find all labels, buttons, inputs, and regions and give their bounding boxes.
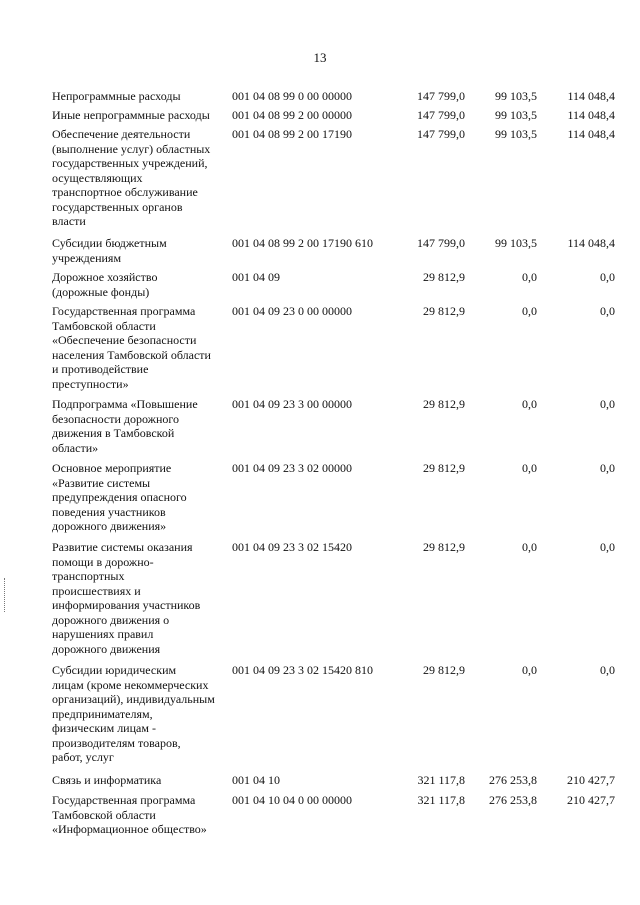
row-value-1: 147 799,0 xyxy=(417,236,465,250)
row-name: Государственная программа Тамбовской области «Информационное общество» xyxy=(52,793,207,836)
row-code: 001 04 08 99 2 00 17190 610 xyxy=(232,236,373,250)
row-name: Субсидии юридическим лицам (кроме некоммерческих организаций), индивидуальным предпринимателям, физическим лицам - производителям товаров, работ, услуг xyxy=(52,663,215,764)
row-value-2: 99 103,5 xyxy=(495,127,537,141)
row-value-3: 0,0 xyxy=(600,540,615,554)
row-value-1: 29 812,9 xyxy=(423,270,465,284)
row-value-2: 276 253,8 xyxy=(489,773,537,787)
row-value-1: 29 812,9 xyxy=(423,663,465,677)
row-name: Основное мероприятие «Развитие системы предупреждения опасного поведения участников дорожного движения» xyxy=(52,461,187,533)
row-code: 001 04 09 xyxy=(232,270,280,284)
row-value-1: 29 812,9 xyxy=(423,461,465,475)
row-value-1: 29 812,9 xyxy=(423,397,465,411)
row-name: Субсидии бюджетным учреждениям xyxy=(52,236,167,265)
row-code: 001 04 09 23 0 00 00000 xyxy=(232,304,352,318)
row-value-2: 99 103,5 xyxy=(495,108,537,122)
row-code: 001 04 08 99 2 00 17190 xyxy=(232,127,352,141)
row-name: Связь и информатика xyxy=(52,773,162,787)
row-value-1: 29 812,9 xyxy=(423,540,465,554)
row-code: 001 04 08 99 2 00 00000 xyxy=(232,108,352,122)
row-code: 001 04 09 23 3 02 15420 810 xyxy=(232,663,373,677)
row-name: Развитие системы оказания помощи в дорожно- транспортных происшествиях и информирования участников дорожного движения о нарушениях правил дорожного движения xyxy=(52,540,201,656)
row-value-2: 0,0 xyxy=(522,663,537,677)
row-value-3: 114 048,4 xyxy=(567,127,615,141)
row-name: Дорожное хозяйство (дорожные фонды) xyxy=(52,270,158,299)
row-value-2: 0,0 xyxy=(522,540,537,554)
row-value-1: 321 117,8 xyxy=(417,793,465,807)
row-name: Непрограммные расходы xyxy=(52,89,181,103)
row-value-2: 99 103,5 xyxy=(495,236,537,250)
row-value-2: 0,0 xyxy=(522,270,537,284)
row-value-2: 99 103,5 xyxy=(495,89,537,103)
row-name: Подпрограмма «Повышение безопасности дорожного движения в Тамбовской области» xyxy=(52,397,198,455)
row-value-3: 0,0 xyxy=(600,270,615,284)
row-value-3: 0,0 xyxy=(600,397,615,411)
row-code: 001 04 09 23 3 02 00000 xyxy=(232,461,352,475)
row-value-3: 210 427,7 xyxy=(567,793,615,807)
row-code: 001 04 10 04 0 00 00000 xyxy=(232,793,352,807)
row-value-3: 210 427,7 xyxy=(567,773,615,787)
row-code: 001 04 09 23 3 02 15420 xyxy=(232,540,352,554)
row-value-2: 0,0 xyxy=(522,304,537,318)
row-name: Государственная программа Тамбовской области «Обеспечение безопасности населения Тамбовской области и противодействие преступности» xyxy=(52,304,211,391)
row-code: 001 04 08 99 0 00 00000 xyxy=(232,89,352,103)
row-value-3: 0,0 xyxy=(600,304,615,318)
margin-scan-mark xyxy=(4,578,7,612)
row-value-1: 321 117,8 xyxy=(417,773,465,787)
page-number: 13 xyxy=(313,50,327,65)
row-value-1: 147 799,0 xyxy=(417,89,465,103)
row-name: Иные непрограммные расходы xyxy=(52,108,210,122)
row-code: 001 04 10 xyxy=(232,773,280,787)
row-value-3: 114 048,4 xyxy=(567,236,615,250)
row-code: 001 04 09 23 3 00 00000 xyxy=(232,397,352,411)
row-value-2: 276 253,8 xyxy=(489,793,537,807)
row-value-3: 114 048,4 xyxy=(567,108,615,122)
row-value-1: 29 812,9 xyxy=(423,304,465,318)
row-value-2: 0,0 xyxy=(522,397,537,411)
row-name: Обеспечение деятельности (выполнение услуг) областных государственных учреждений, осуществляющих транспортное обслуживание государственных органов власти xyxy=(52,127,211,228)
row-value-3: 0,0 xyxy=(600,663,615,677)
row-value-1: 147 799,0 xyxy=(417,108,465,122)
row-value-3: 114 048,4 xyxy=(567,89,615,103)
row-value-1: 147 799,0 xyxy=(417,127,465,141)
row-value-3: 0,0 xyxy=(600,461,615,475)
row-value-2: 0,0 xyxy=(522,461,537,475)
